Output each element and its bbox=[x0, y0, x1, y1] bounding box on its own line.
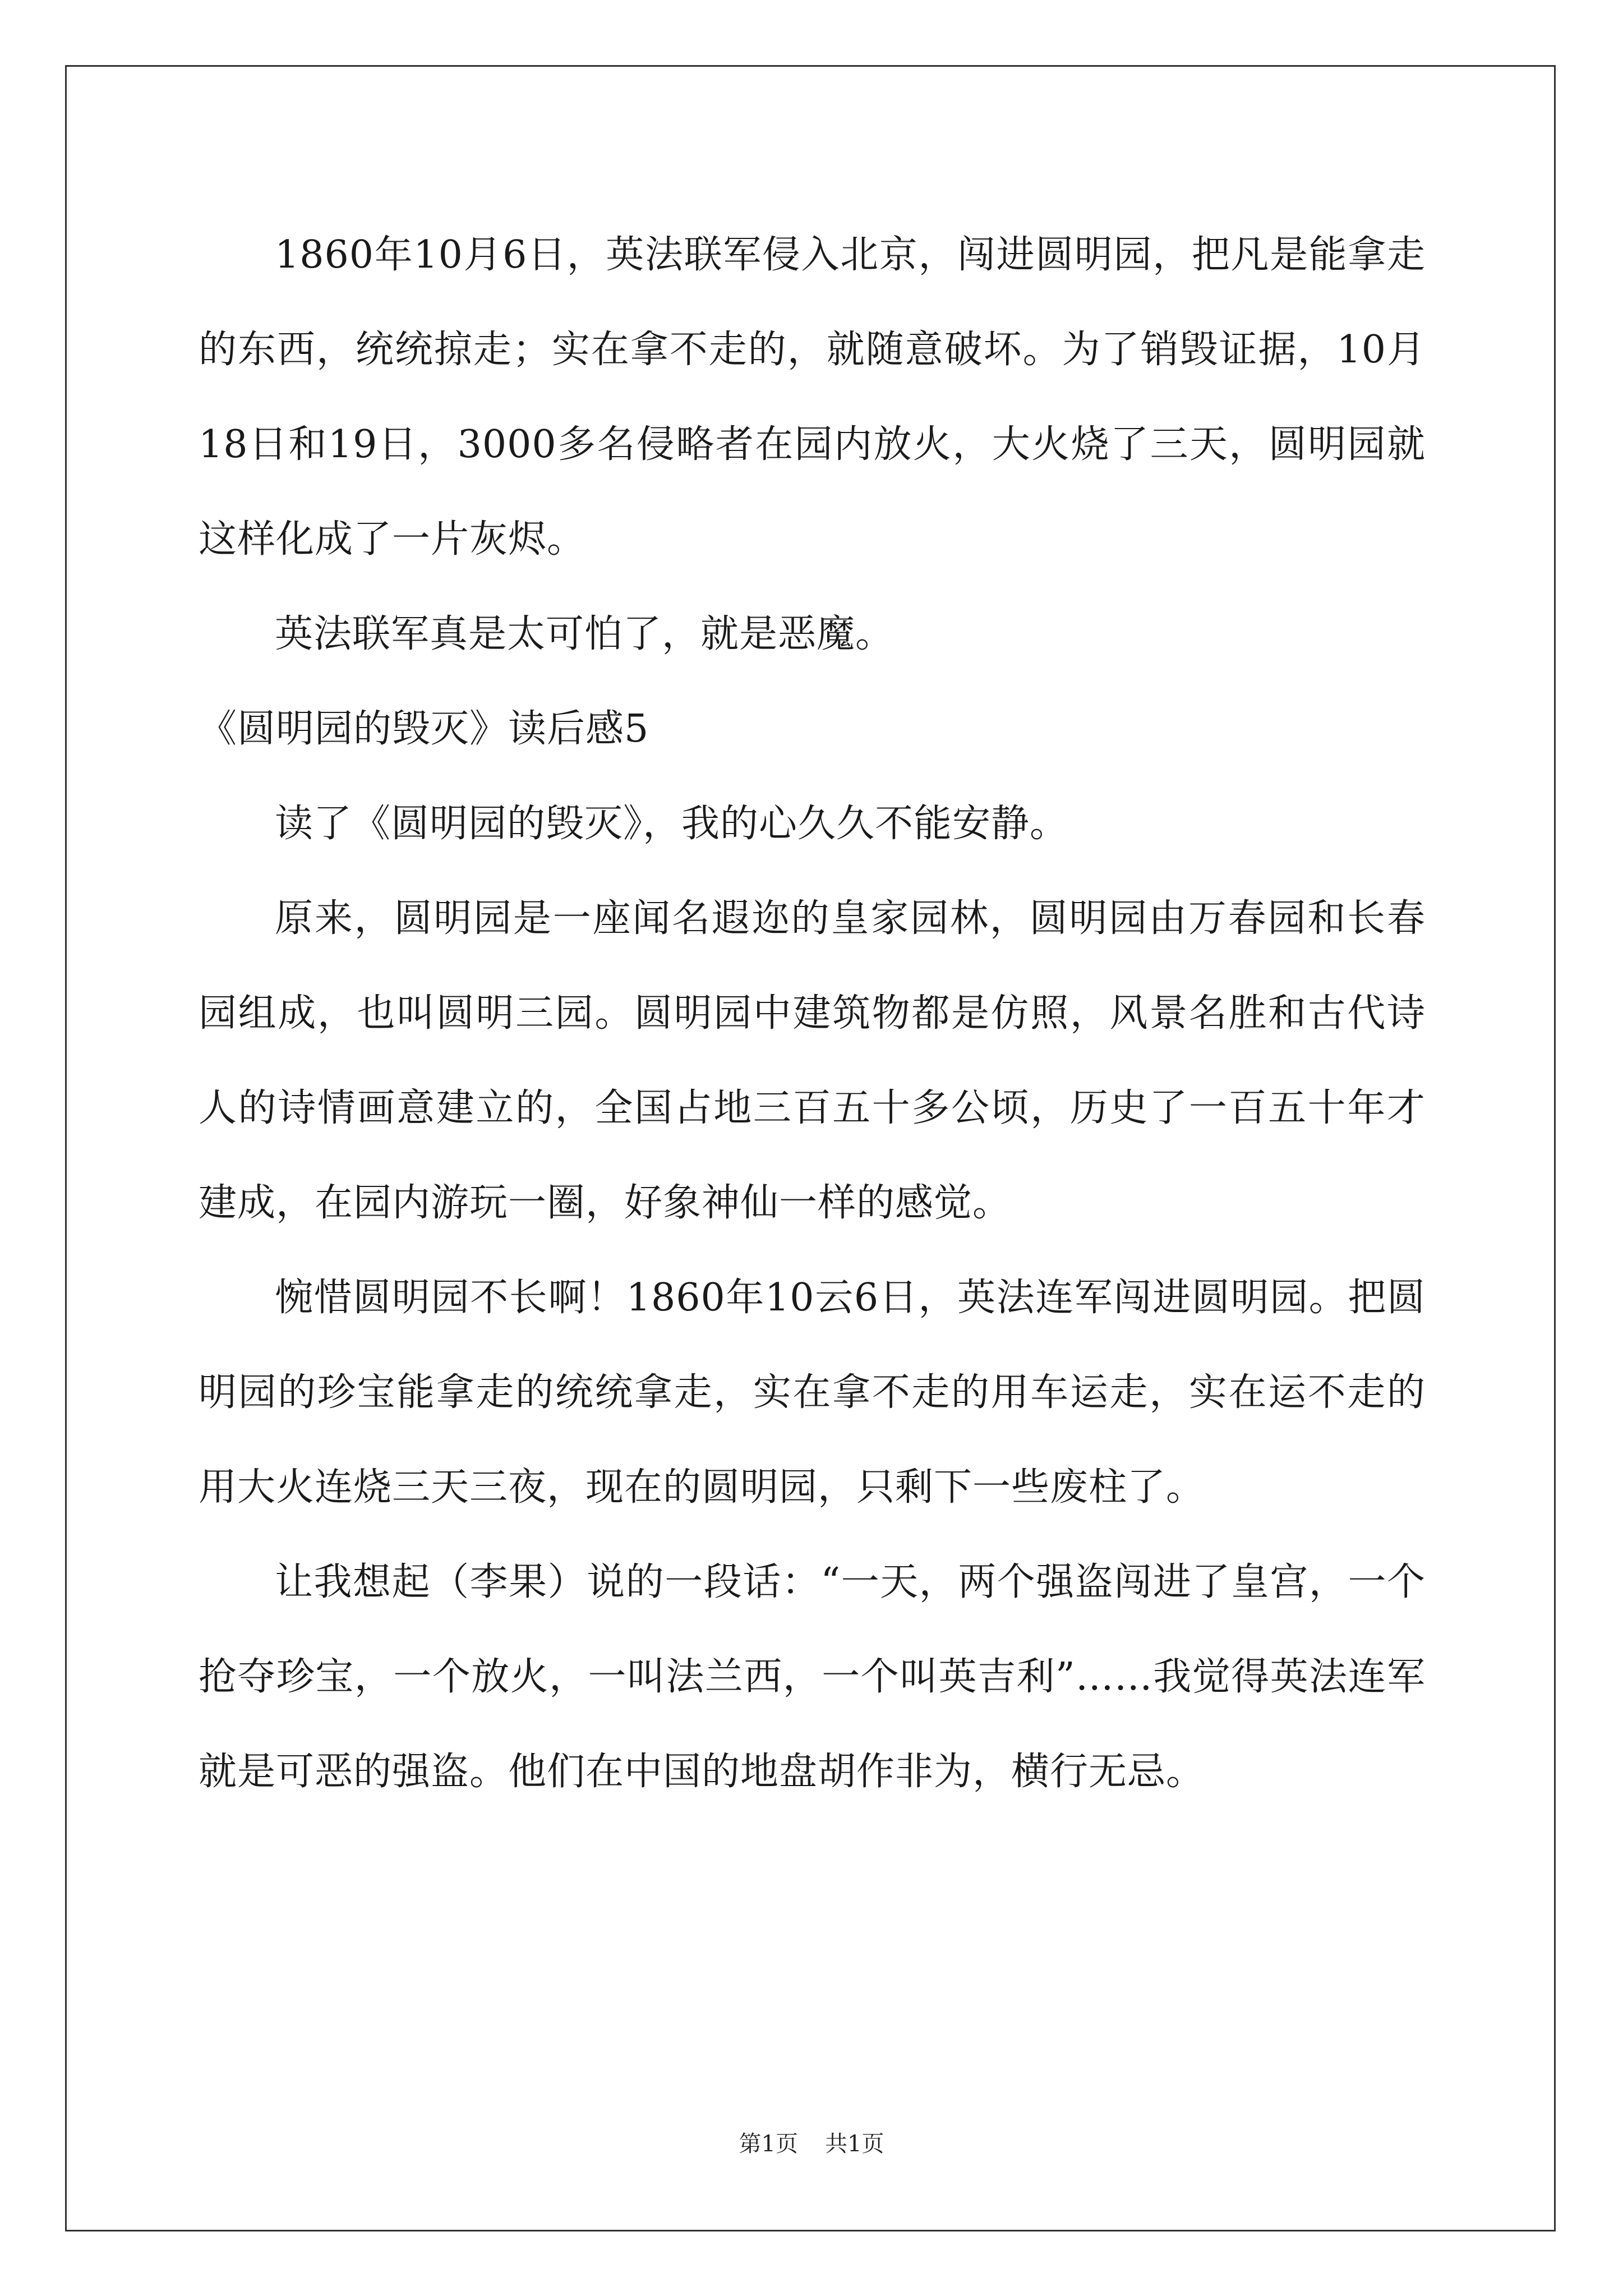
paragraph-invasion: 1860年10月6日，英法联军侵入北京，闯进圆明园，把凡是能拿走的东西，统统掠走；实在拿不走的，就随意破坏。为了销毁证据，10月18日和19日，3000多名侵略者在园内放火，大火烧了三天，圆明园就这样化成了一片灰烬。 bbox=[199, 233, 1426, 562]
page-number: 第1页 bbox=[739, 2131, 798, 2157]
paragraph-garden-history: 原来，圆明园是一座闻名遐迩的皇家园林，圆明园由万春园和长春园组成，也叫圆明三园。圆明园中建筑物都是仿照，风景名胜和古代诗人的诗情画意建立的，全国占地三百五十多公顷，历史了一百五十年才建成，在园内游玩一圈，好象神仙一样的感觉。 bbox=[199, 896, 1426, 1225]
section-heading: 《圆明园的毁灭》读后感5 bbox=[199, 707, 649, 751]
page-footer bbox=[0, 2128, 1623, 2160]
paragraph-quote: 让我想起（李果）说的一段话：“一天，两个强盗闯进了皇宫，一个抢夺珍宝，一个放火，一叫法兰西，一个叫英吉利”……我觉得英法连军就是可恶的强盗。他们在中国的地盘胡作非为，横行无忌。 bbox=[199, 1560, 1426, 1794]
page-total: 共1页 bbox=[825, 2131, 884, 2157]
paragraph-destruction: 惋惜圆明园不长啊！1860年10云6日，英法连军闯进圆明园。把圆明园的珍宝能拿走的统统拿走，实在拿不走的用车运走，实在运不走的用大火连烧三天三夜，现在的圆明园，只剩下一些废柱了。 bbox=[199, 1276, 1426, 1510]
paragraph-reading: 读了《圆明园的毁灭》，我的心久久不能安静。 bbox=[275, 802, 1069, 846]
document-body bbox=[199, 208, 1426, 1819]
paragraph-demons: 英法联军真是太可怕了，就是恶魔。 bbox=[275, 612, 895, 656]
